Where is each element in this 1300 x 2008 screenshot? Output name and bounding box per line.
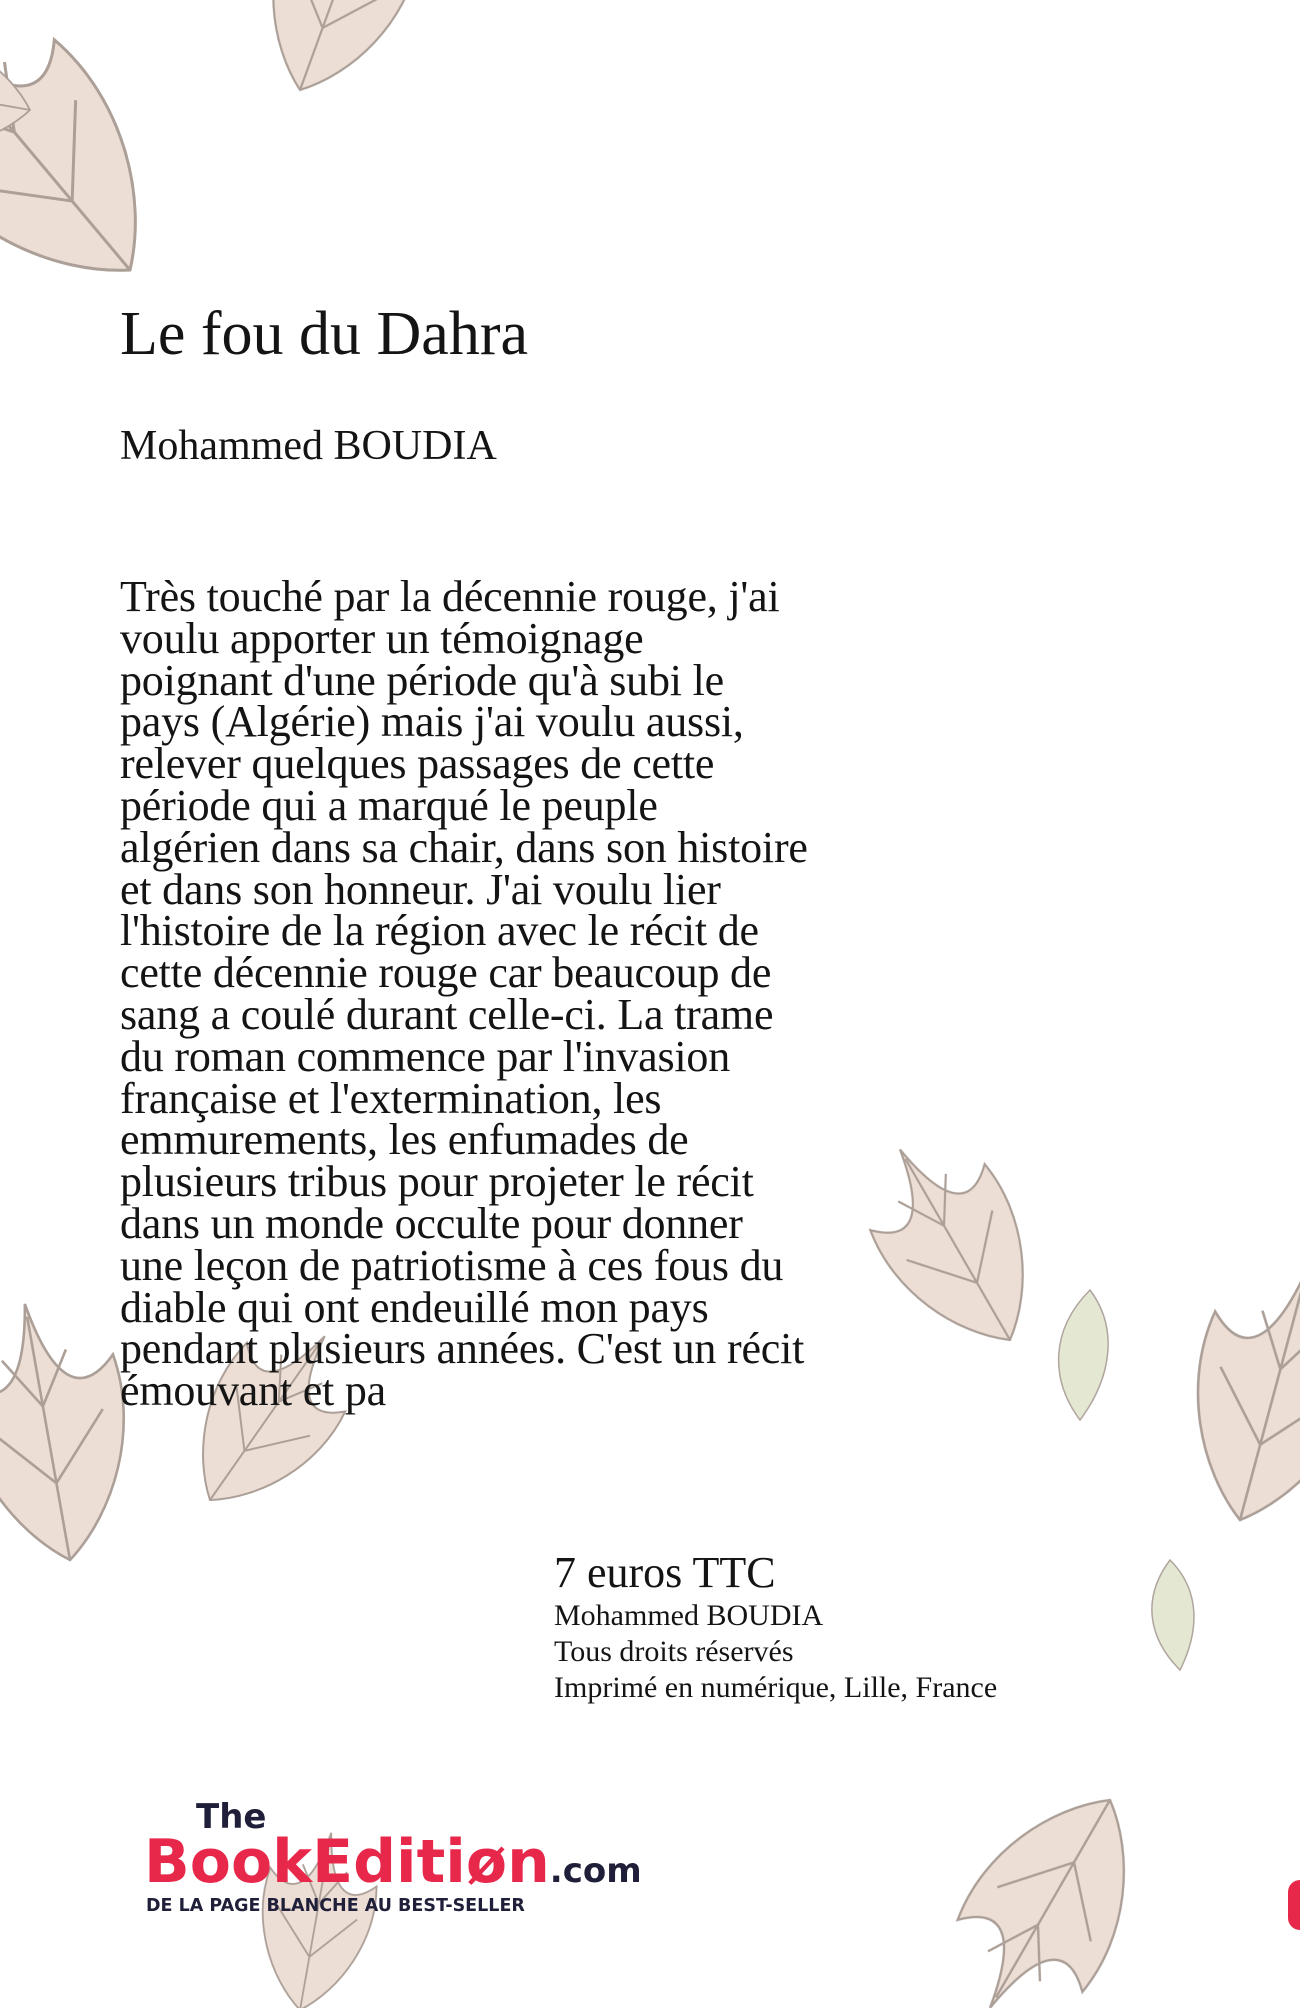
blurb-line: emmurements, les enfumades de [120,1115,689,1165]
publisher-logo [144,1797,704,1916]
blurb-line: diable qui ont endeuillé mon pays [120,1282,709,1332]
blurb-line: Très touché par la décennie rouge, j'ai [120,572,780,621]
book-title: Le fou du Dahra [120,300,528,368]
leaf-right-edge [1162,1248,1300,1541]
leaf-top-center [236,0,439,113]
blurb-line: pendant plusieurs années. C'est un récit [120,1324,805,1374]
blurb-line: période qui a marqué le peuple [120,780,658,830]
blurb-line: relever quelques passages de cette [120,739,715,789]
logo-wordmark [144,1827,642,1903]
blurb-line: émouvant et pa [120,1366,386,1416]
print-location: Imprimé en numérique, Lille, France [554,1671,998,1704]
blurb-line: poignant d'une période qu'à subi le [120,655,724,705]
blurb-line: une leçon de patriotisme à ces fous du [120,1240,784,1290]
colophon [554,1548,997,1706]
back-cover-blurb [120,572,980,1416]
rights-notice: Tous droits réservés [554,1635,794,1668]
quill-icon: ø [465,1827,508,1897]
blurb-line: dans un monde occulte pour donner [120,1198,743,1248]
blurb-line: cette décennie rouge car beaucoup de [120,948,772,998]
logo-wordmark-end: n [507,1827,550,1897]
leaf-green-right-lower [1152,1560,1194,1670]
leaf-top-left-large [0,0,201,330]
blurb-line: et dans son honneur. J'ai voulu lier [120,864,721,914]
book-author: Mohammed BOUDIA [120,423,497,469]
leaf-green-right [1059,1290,1108,1420]
blurb-line: du roman commence par l'invasion [120,1031,731,1081]
logo-domain-suffix: .com [549,1851,642,1891]
edge-mark [1288,1880,1300,1930]
publisher-tagline: DE LA PAGE BLANCHE AU BEST-SELLER [146,1896,525,1916]
blurb-line: française et l'extermination, les [120,1073,662,1123]
colophon-author: Mohammed BOUDIA [554,1599,824,1632]
price: 7 euros TTC [554,1548,776,1597]
logo-wordmark-text: BookEditi [144,1827,466,1897]
blurb-line: voulu apporter un témoignage [120,613,644,663]
blurb-line: algérien dans sa chair, dans son histoire [120,822,808,872]
blurb-line: sang a coulé durant celle-ci. La trame [120,989,774,1039]
blurb-line: pays (Algérie) mais j'ai voulu aussi, [120,697,744,747]
logo-the: The [196,1797,267,1837]
leaf-bottom-right [926,1763,1175,2008]
blurb-line: plusieurs tribus pour projeter le récit [120,1157,754,1207]
blurb-line: l'histoire de la région avec le récit de [120,906,759,956]
